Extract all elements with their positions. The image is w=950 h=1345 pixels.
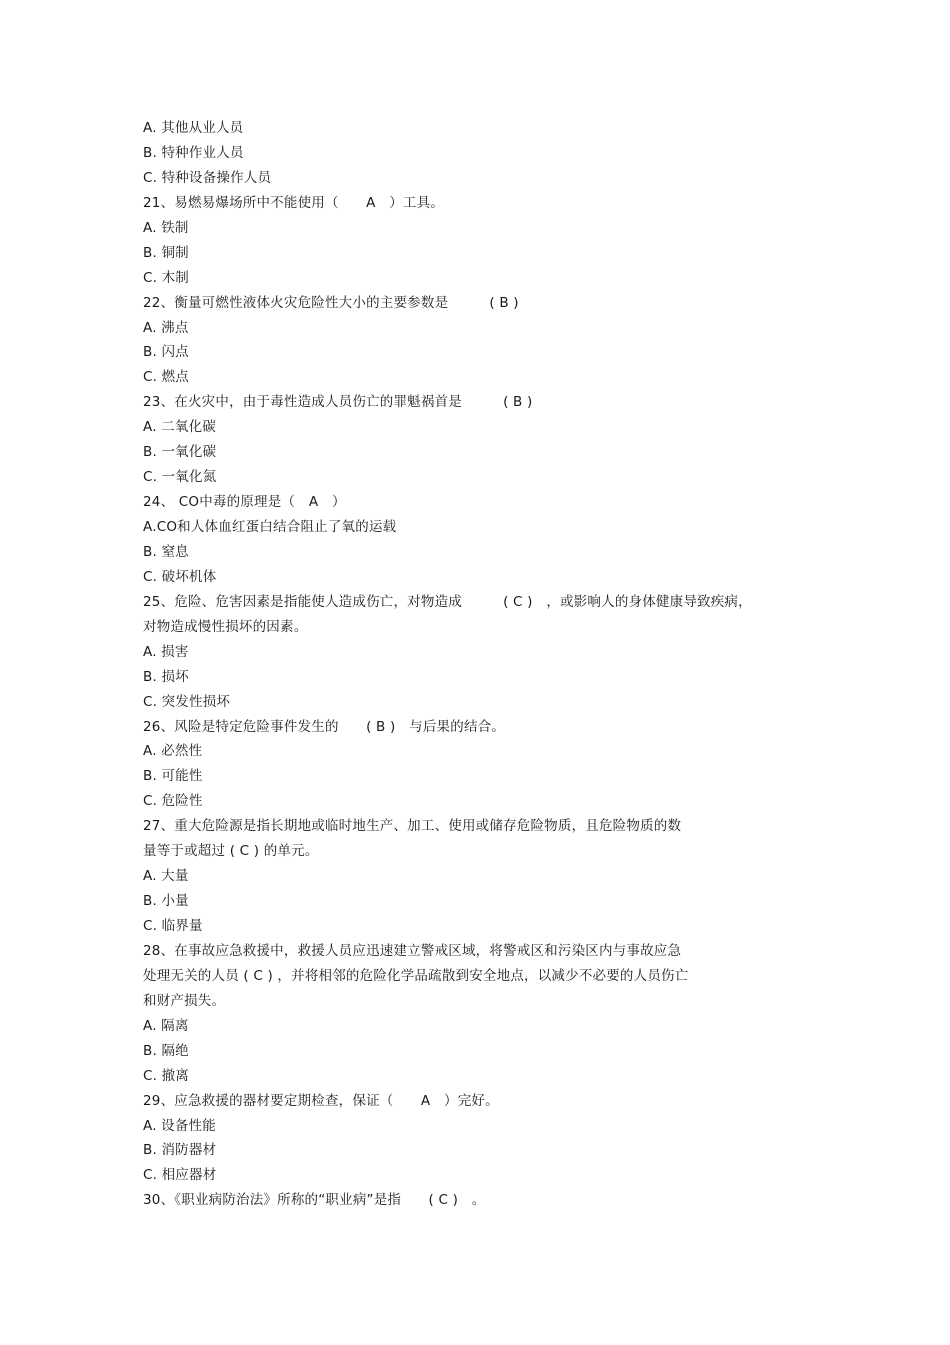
option-line: B. 闪点 <box>143 344 189 361</box>
question-26: 26、风险是特定危险事件发生的 ( B ) 与后果的结合。 <box>143 718 506 735</box>
question-25-continued: 对物造成慢性损坏的因素。 <box>143 618 308 635</box>
option-line: B. 可能性 <box>143 768 203 785</box>
option-line: C. 特种设备操作人员 <box>143 169 272 186</box>
option-line: A. 必然性 <box>143 743 203 760</box>
option-line: C. 危险性 <box>143 793 203 810</box>
question-28-continued: 和财产损失。 <box>143 992 226 1009</box>
question-text-block <box>143 116 803 1213</box>
option-line: A. 隔离 <box>143 1017 189 1034</box>
question-28-continued: 处理无关的人员 ( C ) ，并将相邻的危险化学品疏散到安全地点，以减少不必要的人员伤亡 <box>143 967 689 984</box>
question-27-continued: 量等于或超过 ( C ) 的单元。 <box>143 843 319 860</box>
option-line: B. 隔绝 <box>143 1042 189 1059</box>
option-line: A. 沸点 <box>143 319 189 336</box>
question-29: 29、应急救援的器材要定期检查，保证（ A ）完好。 <box>143 1092 499 1109</box>
option-line: B. 损坏 <box>143 668 189 685</box>
option-line: C. 破坏机体 <box>143 568 217 585</box>
option-line: B. 小量 <box>143 893 189 910</box>
option-line: C. 撤离 <box>143 1067 190 1084</box>
option-line: A. 大量 <box>143 868 189 885</box>
question-22: 22、衡量可燃性液体火灾危险性大小的主要参数是 ( B ) <box>143 294 519 311</box>
question-25: 25、危险、危害因素是指能使人造成伤亡，对物造成 ( C ) ，或影响人的身体健康导致疾病， <box>143 593 752 610</box>
question-27: 27、重大危险源是指长期地或临时地生产、加工、使用或储存危险物质，且危险物质的数 <box>143 818 682 835</box>
option-line: B. 一氧化碳 <box>143 444 217 461</box>
option-line: C. 木制 <box>143 269 190 286</box>
option-line: A. 二氧化碳 <box>143 419 216 436</box>
option-line: B. 消防器材 <box>143 1142 217 1159</box>
option-line: C. 一氧化氮 <box>143 469 217 486</box>
option-line: A. 损害 <box>143 643 189 660</box>
option-line: A. 设备性能 <box>143 1117 216 1134</box>
option-line: A. 其他从业人员 <box>143 120 244 136</box>
question-23: 23、在火灾中，由于毒性造成人员伤亡的罪魁祸首是 ( B ) <box>143 394 533 411</box>
option-line: C. 相应器材 <box>143 1167 217 1184</box>
option-line: A. 铁制 <box>143 219 189 236</box>
question-21: 21、易燃易爆场所中不能使用（ A ）工具。 <box>143 194 445 211</box>
option-line: C. 突发性损坏 <box>143 693 231 710</box>
question-30: 30、《职业病防治法》所称的“职业病”是指 ( C ) 。 <box>143 1192 486 1209</box>
option-line: C. 临界量 <box>143 918 203 934</box>
option-line: B. 窒息 <box>143 543 189 560</box>
option-line: B. 铜制 <box>143 244 189 261</box>
option-line: B. 特种作业人员 <box>143 144 244 161</box>
option-line: C. 燃点 <box>143 369 190 386</box>
question-28: 28、在事故应急救援中，救援人员应迅速建立警戒区域，将警戒区和污染区内与事故应急 <box>143 942 682 959</box>
question-24: 24、 CO中毒的原理是（ A ） <box>143 494 346 511</box>
option-line: A.CO和人体血红蛋白结合阻止了氧的运载 <box>143 519 397 535</box>
